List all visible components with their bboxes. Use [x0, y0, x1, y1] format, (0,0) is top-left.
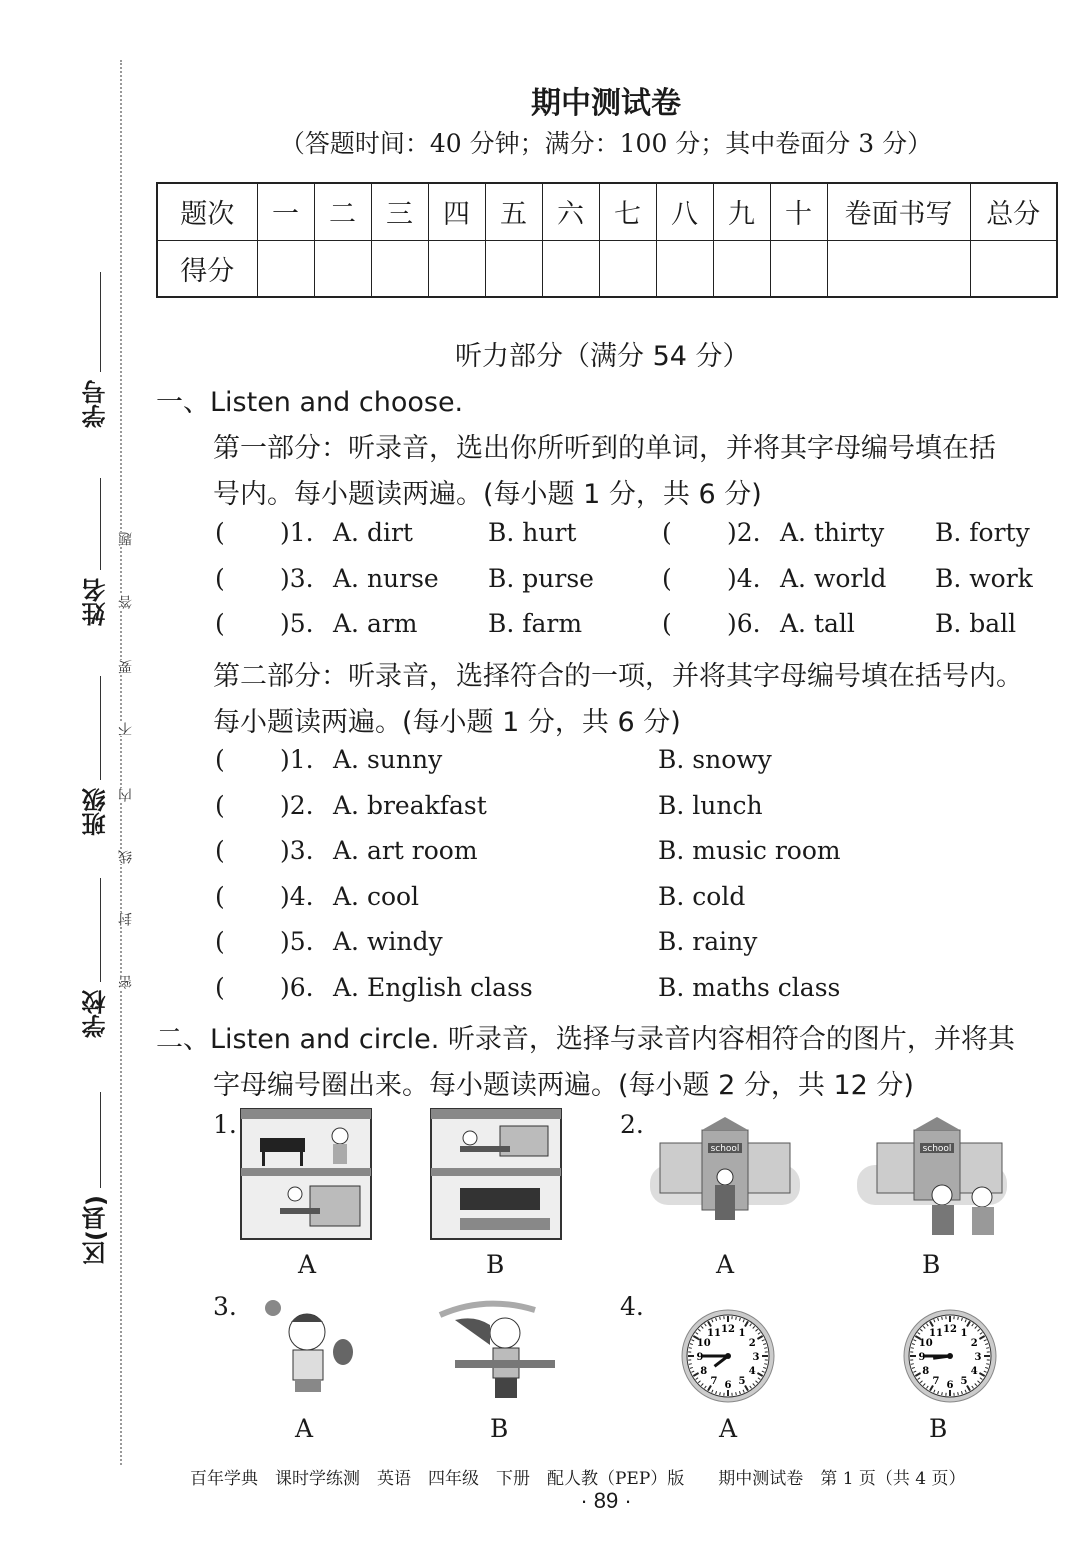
class-label: 班级 [82, 788, 110, 836]
seal-char: 封 [118, 912, 134, 926]
part1-instructions: 号内。每小题读两遍。(每小题 1 分，共 6 分) [213, 479, 762, 510]
option-a: A. art room [333, 836, 478, 865]
question-number: )2. [280, 790, 314, 820]
seal-char: 答 [118, 595, 134, 609]
clock-tick [720, 1317, 721, 1320]
windy-girl-picture-b[interactable] [435, 1295, 560, 1405]
clock-tick [689, 1364, 692, 1365]
seal-char: 内 [118, 788, 134, 802]
clock-numeral: 4 [970, 1366, 978, 1377]
option-b-label[interactable]: B [486, 1250, 505, 1279]
clock-tick [942, 1392, 943, 1395]
score-table [156, 182, 1058, 298]
listening-header: 听力部分（满分 54 分） [455, 341, 750, 372]
option-a: A. breakfast [333, 790, 487, 820]
clock-tick [986, 1364, 989, 1365]
header-cell: 四 [428, 183, 485, 240]
option-b: B. snowy [658, 745, 772, 774]
score-cell[interactable] [656, 240, 713, 297]
clock-numeral: 8 [700, 1366, 708, 1377]
option-b: B. work [935, 563, 1033, 593]
music-room-picture-a[interactable] [240, 1108, 372, 1240]
question-number: )6. [280, 972, 314, 1002]
question-number: )3. [280, 563, 314, 593]
clock-numeral: 6 [946, 1380, 954, 1391]
answer-bracket[interactable]: ( [662, 609, 672, 638]
option-a-label[interactable]: A [716, 1250, 735, 1279]
clock-tick [736, 1392, 737, 1395]
option-a: A. sunny [333, 745, 443, 774]
seal-char: 要 [118, 660, 134, 674]
option-b: B. ball [935, 609, 1017, 638]
seal-char: 密 [118, 975, 134, 989]
question-number: )3. [280, 836, 314, 865]
answer-bracket[interactable]: ( [215, 609, 225, 638]
option-a: A. cool [333, 881, 420, 911]
option-b: B. purse [488, 563, 594, 593]
school-sign: school [922, 1144, 952, 1154]
score-row [157, 240, 1057, 297]
score-row-label: 得分 [157, 240, 257, 297]
header-cell: 三 [371, 183, 428, 240]
clock-center [947, 1353, 953, 1359]
clock-numeral: 8 [922, 1366, 930, 1377]
clock-numeral: 7 [710, 1376, 718, 1388]
option-a: A. nurse [333, 563, 439, 593]
clock-tick [764, 1348, 767, 1349]
question-number: )1. [280, 518, 314, 547]
clock-numeral: 9 [696, 1352, 704, 1363]
score-cell[interactable] [428, 240, 485, 297]
clock-numeral: 6 [724, 1380, 732, 1391]
item-number: 1. [213, 1110, 237, 1139]
clock-numeral: 1 [738, 1327, 746, 1339]
header-cell: 五 [485, 183, 542, 240]
clock-tick [986, 1348, 989, 1349]
clock-numeral: 2 [970, 1338, 978, 1349]
option-b: B. forty [935, 518, 1030, 547]
hot-boy-picture-a[interactable] [255, 1292, 355, 1404]
score-cell[interactable] [970, 240, 1057, 297]
clock-numeral: 5 [960, 1376, 968, 1388]
clock-numeral: 9 [918, 1352, 926, 1363]
class-blank[interactable] [100, 676, 101, 780]
clock-numeral: 5 [738, 1376, 746, 1388]
answer-bracket[interactable]: ( [215, 881, 225, 911]
question-number: )2. [727, 518, 761, 547]
option-b: B. hurt [488, 518, 577, 547]
clock-numeral: 11 [929, 1327, 943, 1339]
score-cell[interactable] [599, 240, 656, 297]
part2-instructions: 第二部分：听录音，选择符合的一项，并将其字母编号填在括号内。 [213, 661, 1023, 692]
header-cell: 十 [770, 183, 827, 240]
option-a-label[interactable]: A [719, 1414, 738, 1443]
header-cell: 六 [542, 183, 599, 240]
clock-tick [958, 1392, 959, 1395]
option-a: A. world [780, 563, 887, 593]
art-room-picture-b[interactable] [430, 1108, 562, 1240]
option-a: A. windy [333, 927, 443, 956]
answer-bracket[interactable]: ( [662, 563, 672, 593]
seal-cut-line [120, 60, 122, 1465]
header-cell: 卷面书写 [827, 183, 970, 240]
item-number: 4. [620, 1292, 644, 1321]
clock-numeral: 10 [918, 1338, 933, 1349]
score-cell[interactable] [485, 240, 542, 297]
clock-numeral: 7 [932, 1376, 940, 1388]
seal-char: 不 [118, 722, 134, 736]
clock-numeral: 3 [974, 1352, 982, 1363]
clock-numeral: 11 [707, 1327, 721, 1339]
score-cell[interactable] [542, 240, 599, 297]
answer-bracket[interactable]: ( [215, 790, 225, 820]
school-sign: school [710, 1144, 740, 1154]
header-cell: 八 [656, 183, 713, 240]
name-label: 姓名 [82, 578, 110, 626]
school-picture-a[interactable] [650, 1115, 800, 1240]
option-b-label[interactable]: B [490, 1414, 509, 1443]
item-number: 2. [620, 1110, 644, 1139]
header-cell: 二 [314, 183, 371, 240]
option-b: B. cold [658, 881, 746, 911]
question-number: )5. [280, 609, 314, 638]
clock-numeral: 4 [748, 1366, 756, 1377]
clock-tick [689, 1348, 692, 1349]
school-picture-b[interactable] [857, 1115, 1007, 1245]
clock-tick [958, 1317, 959, 1320]
part2-instructions: 每小题读两遍。(每小题 1 分，共 6 分) [213, 707, 681, 738]
score-cell[interactable] [314, 240, 371, 297]
question-number: )6. [727, 609, 761, 638]
student-id-blank[interactable] [100, 272, 101, 372]
header-cell: 七 [599, 183, 656, 240]
district-label: 区(县) [82, 1195, 110, 1265]
clock-picture-a[interactable] [678, 1308, 778, 1404]
option-b: B. maths class [658, 972, 841, 1002]
question-number: )4. [727, 563, 761, 593]
answer-bracket[interactable]: ( [215, 518, 225, 547]
header-cell: 一 [257, 183, 314, 240]
clock-numeral: 3 [752, 1352, 760, 1363]
question-number: )5. [280, 927, 314, 956]
clock-tick [911, 1364, 914, 1365]
option-a: A. dirt [333, 518, 413, 547]
clock-numeral: 10 [696, 1338, 711, 1349]
district-blank[interactable] [100, 1092, 101, 1188]
score-cell[interactable] [770, 240, 827, 297]
section1-title: 一、Listen and choose. [156, 387, 464, 418]
answer-bracket[interactable]: ( [215, 972, 225, 1002]
clock-tick [736, 1317, 737, 1320]
student-id-label: 学号 [82, 380, 110, 428]
answer-bracket[interactable]: ( [215, 836, 225, 865]
question-number: )4. [280, 881, 314, 911]
page-title: 期中测试卷 [531, 86, 681, 121]
item-number: 3. [213, 1292, 237, 1321]
part1-instructions: 第一部分：听录音，选出你所听到的单词，并将其字母编号填在括 [213, 433, 996, 464]
answer-bracket[interactable]: ( [215, 745, 225, 774]
name-blank[interactable] [100, 478, 101, 570]
score-cell[interactable] [827, 240, 970, 297]
clock-numeral: 2 [748, 1338, 756, 1349]
clock-numeral: 12 [721, 1324, 735, 1335]
option-b: B. farm [488, 609, 583, 638]
answer-bracket[interactable]: ( [215, 563, 225, 593]
seal-char: 题 [118, 532, 134, 546]
option-a-label[interactable]: A [295, 1414, 314, 1443]
seal-char: 线 [118, 850, 134, 864]
option-b-label[interactable]: B [922, 1250, 941, 1279]
option-a: A. English class [333, 972, 533, 1002]
footer-text: 百年学典 课时学练测 英语 四年级 下册 配人教（PEP）版 期中测试卷 第 1 页（共 4 页） [190, 1469, 966, 1489]
option-b: B. rainy [658, 927, 758, 956]
clock-numeral: 1 [960, 1327, 968, 1339]
clock-tick [911, 1348, 914, 1349]
answer-bracket[interactable]: ( [215, 927, 225, 956]
header-cell: 总分 [970, 183, 1057, 240]
question-number: )1. [280, 745, 314, 774]
page-number: · 89 · [580, 1488, 632, 1513]
clock-tick [942, 1317, 943, 1320]
score-cell[interactable] [257, 240, 314, 297]
option-a: A. arm [333, 609, 418, 638]
option-a: A. thirty [780, 518, 885, 547]
option-b-label[interactable]: B [929, 1414, 948, 1443]
clock-numeral: 12 [943, 1324, 957, 1335]
clock-center [725, 1353, 731, 1359]
header-cell: 题次 [157, 183, 257, 240]
clock-tick [720, 1392, 721, 1395]
option-b: B. music room [658, 836, 841, 865]
clock-tick [764, 1364, 767, 1365]
score-table-header-row [157, 183, 1057, 240]
school-label: 学校 [82, 990, 110, 1038]
option-a: A. tall [780, 609, 855, 638]
option-a-label[interactable]: A [298, 1250, 317, 1279]
score-cell[interactable] [371, 240, 428, 297]
section2-title: 字母编号圈出来。每小题读两遍。(每小题 2 分，共 12 分) [213, 1070, 914, 1101]
section2-title: 二、Listen and circle. 听录音，选择与录音内容相符合的图片，并将其 [156, 1024, 1015, 1055]
school-blank[interactable] [100, 878, 101, 982]
answer-bracket[interactable]: ( [662, 518, 672, 547]
option-b: B. lunch [658, 790, 763, 820]
score-cell[interactable] [713, 240, 770, 297]
exam-info: （答题时间：40 分钟；满分：100 分；其中卷面分 3 分） [279, 129, 933, 158]
clock-picture-b[interactable] [900, 1308, 1000, 1404]
header-cell: 九 [713, 183, 770, 240]
